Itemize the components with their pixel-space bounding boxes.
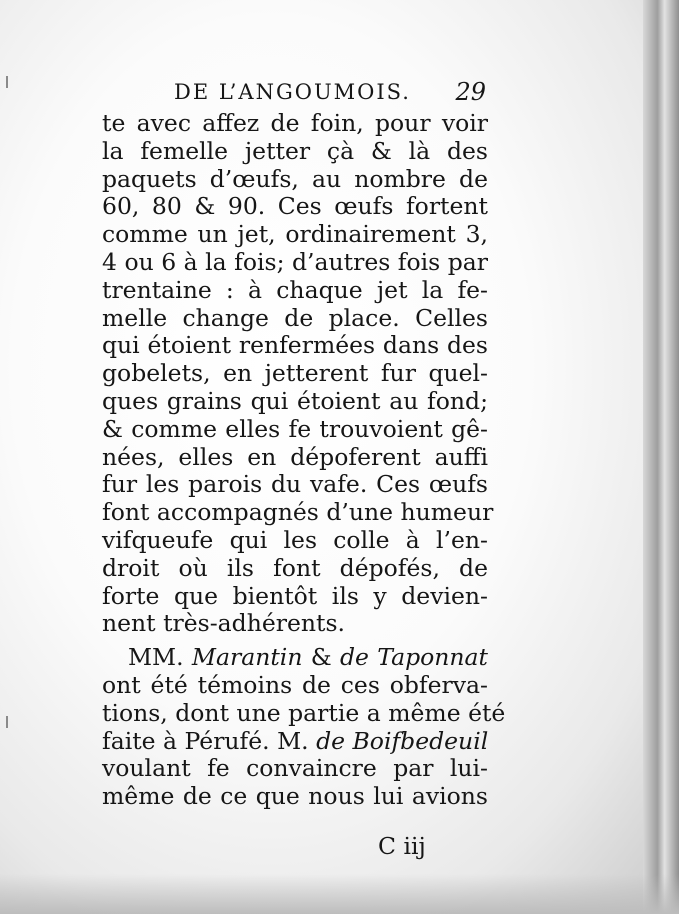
running-title: DE L’ANGOUMOIS. [174,80,411,104]
text-line: gobelets, en jetterent fur quel- [102,359,488,388]
text-line: nées, elles en dépoferent auffi [102,442,488,471]
text-run: faite à Pérufé. M. [102,726,317,755]
text-run: & [302,643,340,672]
margin-mark [6,716,8,728]
text-line: forte que bientôt ils y devien- [102,581,488,610]
text-line: nent très-adhérents. [102,609,346,638]
text-line: melle change de place. Celles [102,303,488,332]
signature-mark: C iij [378,832,426,860]
text-line: ont été témoins de ces obferva- [102,670,488,699]
person-name: de Boifbedeuil [316,726,489,755]
text-line: 60, 80 & 90. Ces œufs fortent [102,192,488,221]
text-line: 4 ou 6 à la fois; d’autres fois par [102,247,488,276]
text-line: & comme elles fe trouvoient gê- [102,414,488,443]
text-line: fur les parois du vafe. Ces œufs [102,470,488,499]
margin-mark [6,76,8,88]
text-line: même de ce que nous lui avions [102,782,488,811]
text-line: ques grains qui étoient au fond; [102,386,488,415]
page-edge-shadow [643,0,679,914]
text-line: tions, dont une partie a même été [102,698,506,727]
text-line: trentaine : à chaque jet la fe- [102,275,488,304]
paragraph-2 [102,643,506,811]
text-line: qui étoient renfermées dans des [102,331,488,360]
text-line: la femelle jetter çà & là des [102,136,488,165]
text-line: te avec affez de foin, pour voir [102,109,488,137]
text-line [102,644,488,672]
text-run: MM. [128,643,192,672]
person-name: de Taponnat [339,643,488,672]
text-block [102,76,506,811]
text-line: font accompagnés d’une humeur [102,498,494,527]
text-line [102,728,488,756]
text-line: voulant fe convaincre par lui- [102,754,488,783]
person-name: Marantin [191,643,303,672]
text-line: comme un jet, ordinairement 3, [102,220,488,249]
text-line: vifqueufe qui les colle à l’en- [102,525,488,554]
page-number: 29 [455,78,486,106]
text-line: droit où ils font dépofés, de [102,553,488,582]
paragraph-1 [102,109,494,638]
text-line: paquets d’œufs, au nombre de [102,164,488,193]
page-bottom-shadow [0,874,679,914]
running-header [102,76,488,110]
